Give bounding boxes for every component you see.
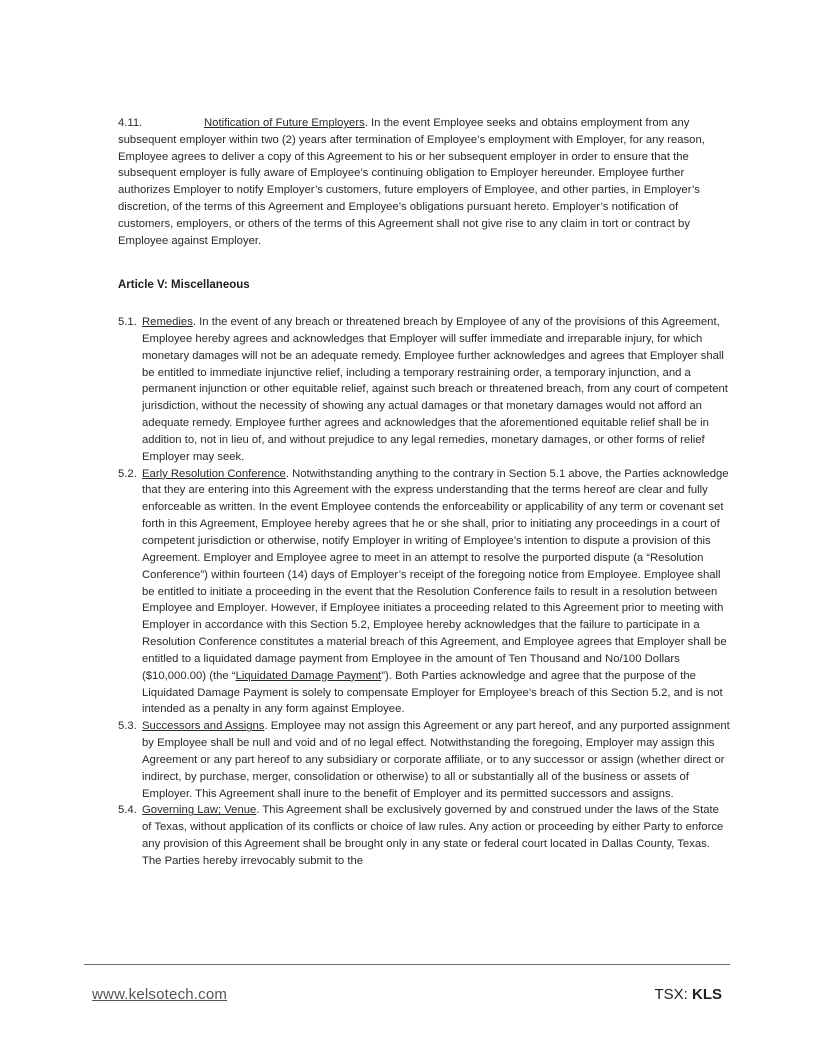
- section-5-3: [118, 718, 730, 802]
- defined-term: Liquidated Damage Payment: [235, 669, 382, 682]
- article-v-sections: [118, 314, 730, 870]
- section-number: 5.4.: [118, 804, 137, 817]
- footer-ticker: [654, 986, 722, 1003]
- section-body: . Employee may not assign this Agreement or any part hereof, and any purported assignment by Employee shall be null and void and of no legal effect. Notwithstanding the foregoing, Employer may assign this Agreement or any part hereof to any subsidiary or corporate affiliate, or to any successor or assign (whether direct or indirect, by purchase, merger, consolidation or otherwise) to all or substantially all of the business or assets of Employer. This Agreement shall inure to the benefit of Employer and its permitted successors and assigns.: [142, 720, 730, 800]
- section-number: 5.2.: [118, 467, 137, 480]
- section-body: . Notwithstanding anything to the contrary in Section 5.1 above, the Parties acknowledge that they are entering into this Agreement with the express understanding that the terms hereof are clear and fully enforceable as written. In the event Employee contends the enforceability or applicability of any term or covenant set forth in this Agreement, Employee hereby agrees that he or she shall, prior to initiating any proceedings in a court of competent jurisdiction or otherwise, notify Employer in writing of Employee’s intention to dispute a provision of this Agreement. Employer and Employee agree to meet in an attempt to resolve the purported dispute (a “Resolution Conference”) within fourteen (14) days of Employer’s receipt of the foregoing notice from Employee. Employee shall be entitled to initiate a proceeding in the event that the Resolution Conference fails to result in a resolution between Employee and Employer. However, if Employee initiates a proceeding related to this Agreement prior to meeting with Employer in accordance with this Section 5.2, Employee hereby acknowledges that the failure to participate in a Resolution Conference constitutes a material breach of this Agreement, and Employee agrees that Employer shall be entitled to a liquidated damage payment from Employee in the amount of Ten Thousand and No/100 Dollars ($10,000.00) (the “: [142, 467, 729, 682]
- section-number: 5.1.: [118, 316, 137, 328]
- section-title: Successors and Assigns: [142, 720, 265, 733]
- footer-divider: [84, 964, 730, 965]
- section-5-4: [118, 802, 730, 869]
- section-5-1: [118, 314, 730, 466]
- ticker-symbol: KLS: [692, 986, 722, 1003]
- section-body: . In the event of any breach or threatened breach by Employee of any of the provisions of this Agreement, Employee hereby agrees and acknowledges that Employer will suffer immediate and irreparable injury, for which monetary damages will not be an adequate remedy. Employee further acknowledges and agrees that Employer shall be entitled to immediate injunctive relief, including a temporary restraining order, a temporary injunction, and a permanent injunction or other equitable relief, against such breach or threatened breach, from any court of competent jurisdiction, without the necessity of showing any actual damages or that monetary damages would not afford an adequate remedy. Employee further agrees and acknowledges that the aforementioned equitable relief shall be in addition to, not in lieu of, and without prejudice to any legal remedies, monetary damages, or other forms of relief Employer may seek.: [142, 316, 728, 463]
- article-heading: Article V: Miscellaneous: [118, 279, 250, 291]
- section-title: Early Resolution Conference: [142, 467, 286, 480]
- section-number: 4.11.: [118, 117, 143, 129]
- section-number: 5.3.: [118, 720, 137, 733]
- section-4-11: [118, 115, 730, 249]
- section-title: Governing Law; Venue: [142, 804, 257, 817]
- footer-website-link[interactable]: www.kelsotech.com: [92, 986, 228, 1003]
- section-title: Notification of Future Employers: [204, 117, 365, 129]
- section-body-continued: ”). Both Parties acknowledge and agree that the purpose of the Liquidated Damage Payment is solely to compensate Employer for Employee’s breach of this Section 5.2, and is not intended as a penalty in any form against Employee.: [142, 669, 723, 716]
- section-title: Remedies: [142, 316, 193, 328]
- section-body: . This Agreement shall be exclusively governed by and construed under the laws of the State of Texas, without application of its conflicts or choice of law rules. Any action or proceeding by either Party to enforce any provision of this Agreement shall be brought only in any state or federal court located in Dallas County, Texas. The Parties hereby irrevocably submit to the: [142, 804, 724, 867]
- section-5-2: [118, 466, 730, 719]
- ticker-prefix: TSX:: [654, 986, 692, 1003]
- section-body: . In the event Employee seeks and obtains employment from any subsequent employer within two (2) years after termination of Employee’s employment with Employer, for any reason, Employee agrees to deliver a copy of this Agreement to his or her subsequent employer in order to ensure that the subsequent employer is fully aware of Employee’s continuing obligation to Employer hereunder. Employee further authorizes Employer to notify Employer’s customers, future employers of Employee, and other parties, in Employer’s discretion, of the terms of this Agreement and Employee’s obligations pursuant hereto. Employer’s notification of customers, employers, or others of the terms of this Agreement shall not give rise to any claim in tort or contract by Employee against Employer.: [118, 117, 705, 247]
